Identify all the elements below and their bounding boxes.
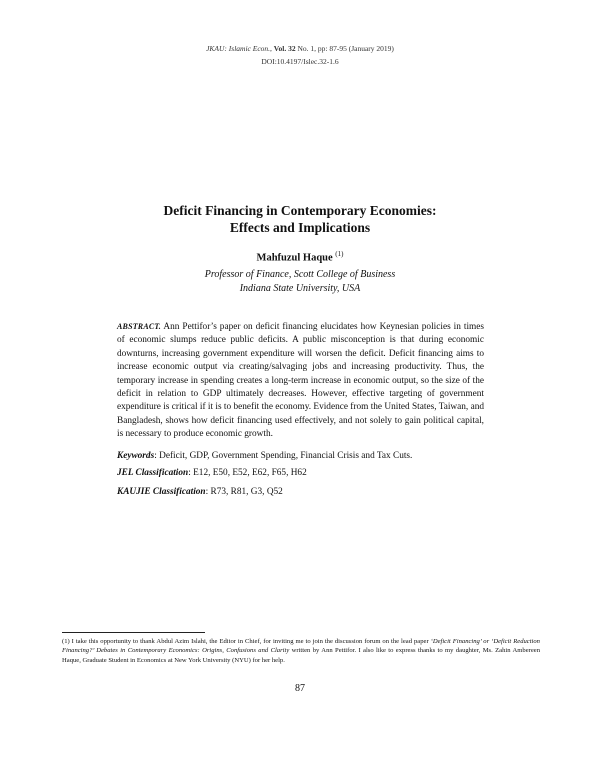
jel-codes: : E12, E50, E52, E62, F65, H62	[188, 468, 307, 478]
jel-label: JEL Classification	[117, 468, 189, 478]
affiliation-line-2: Indiana State University, USA	[239, 283, 361, 294]
abstract-text: Ann Pettifor’s paper on deficit financing elucidates how Keynesian policies in times of economic slumps reduce public deficits. A public misconception is that during economic downturns, increasing government expenditure will worsen the deficit. Deficit financing aims to increase economic output via creating/salvaging jobs and increasing productivity. Thus, the temporary increase in spending creates a long-term increase in economic output, so the size of the deficit in relation to GDP ultimately decreases. However, effective targeting of government expenditure is critical if it is to benefit the economy. Evidence from the United States, Taiwan, and Bangladesh, shows how deficit financing used effectively, and not solely to gain political capital, is necessary to produce economic growth.	[117, 322, 484, 440]
footnote	[62, 637, 540, 665]
keywords-text: : Deficit, GDP, Government Spending, Financial Crisis and Tax Cuts.	[154, 451, 413, 461]
keywords-label: Keywords	[117, 451, 155, 461]
kaujie-classification	[117, 487, 497, 497]
doi: DOI:10.4197/Islec.32-1.6	[261, 57, 339, 66]
journal-issue: No. 1, pp: 87-95 (January 2019)	[295, 44, 394, 53]
author-name: Mahfuzul Haque	[256, 252, 333, 264]
journal-citation: JKAU: Islamic Econ., Vol. 32 No. 1, pp: 87-95 (January 2019)	[206, 44, 394, 53]
footnote-part-1: (1) I take this opportunity to thank Abdul Azim Islahi, the Editor in Chief, for inviting me to join the discussion forum on the lead paper	[62, 638, 431, 645]
abstract-label: ABSTRACT.	[117, 322, 161, 331]
footnote-part-2: written by Ann Pettifor. I also like to express thanks to my daughter, Ms. Zahin Ambereen Haque, Graduate Student in Economics at New York University (NYU) for her help.	[62, 647, 540, 664]
kaujie-codes: : R73, R81, G3, Q52	[205, 487, 283, 497]
kaujie-label: KAUJIE Classification	[117, 487, 206, 497]
title-line-1: Deficit Financing in Contemporary Economies:	[163, 203, 437, 218]
keywords	[117, 451, 497, 461]
footnote-paper-title: ‘Deficit Financing’ or ‘Deficit Reduction Financing?’ Debates in Contemporary Economics: Origins, Confusions and Clarity	[62, 638, 540, 655]
title-line-2: Effects and Implications	[229, 220, 371, 235]
affiliation-line-1: Professor of Finance, Scott College of Business	[204, 269, 396, 280]
author-footnote-marker: (1)	[335, 250, 344, 258]
page-number: 87	[295, 683, 305, 694]
author-line	[0, 250, 600, 264]
jel-classification	[117, 468, 497, 478]
affiliation	[0, 268, 600, 296]
journal-abbrev: JKAU: Islamic Econ.	[206, 44, 271, 53]
paper-title	[0, 202, 600, 236]
journal-volume: Vol. 32	[273, 44, 296, 53]
abstract	[117, 320, 484, 442]
footnote-rule	[62, 632, 205, 633]
